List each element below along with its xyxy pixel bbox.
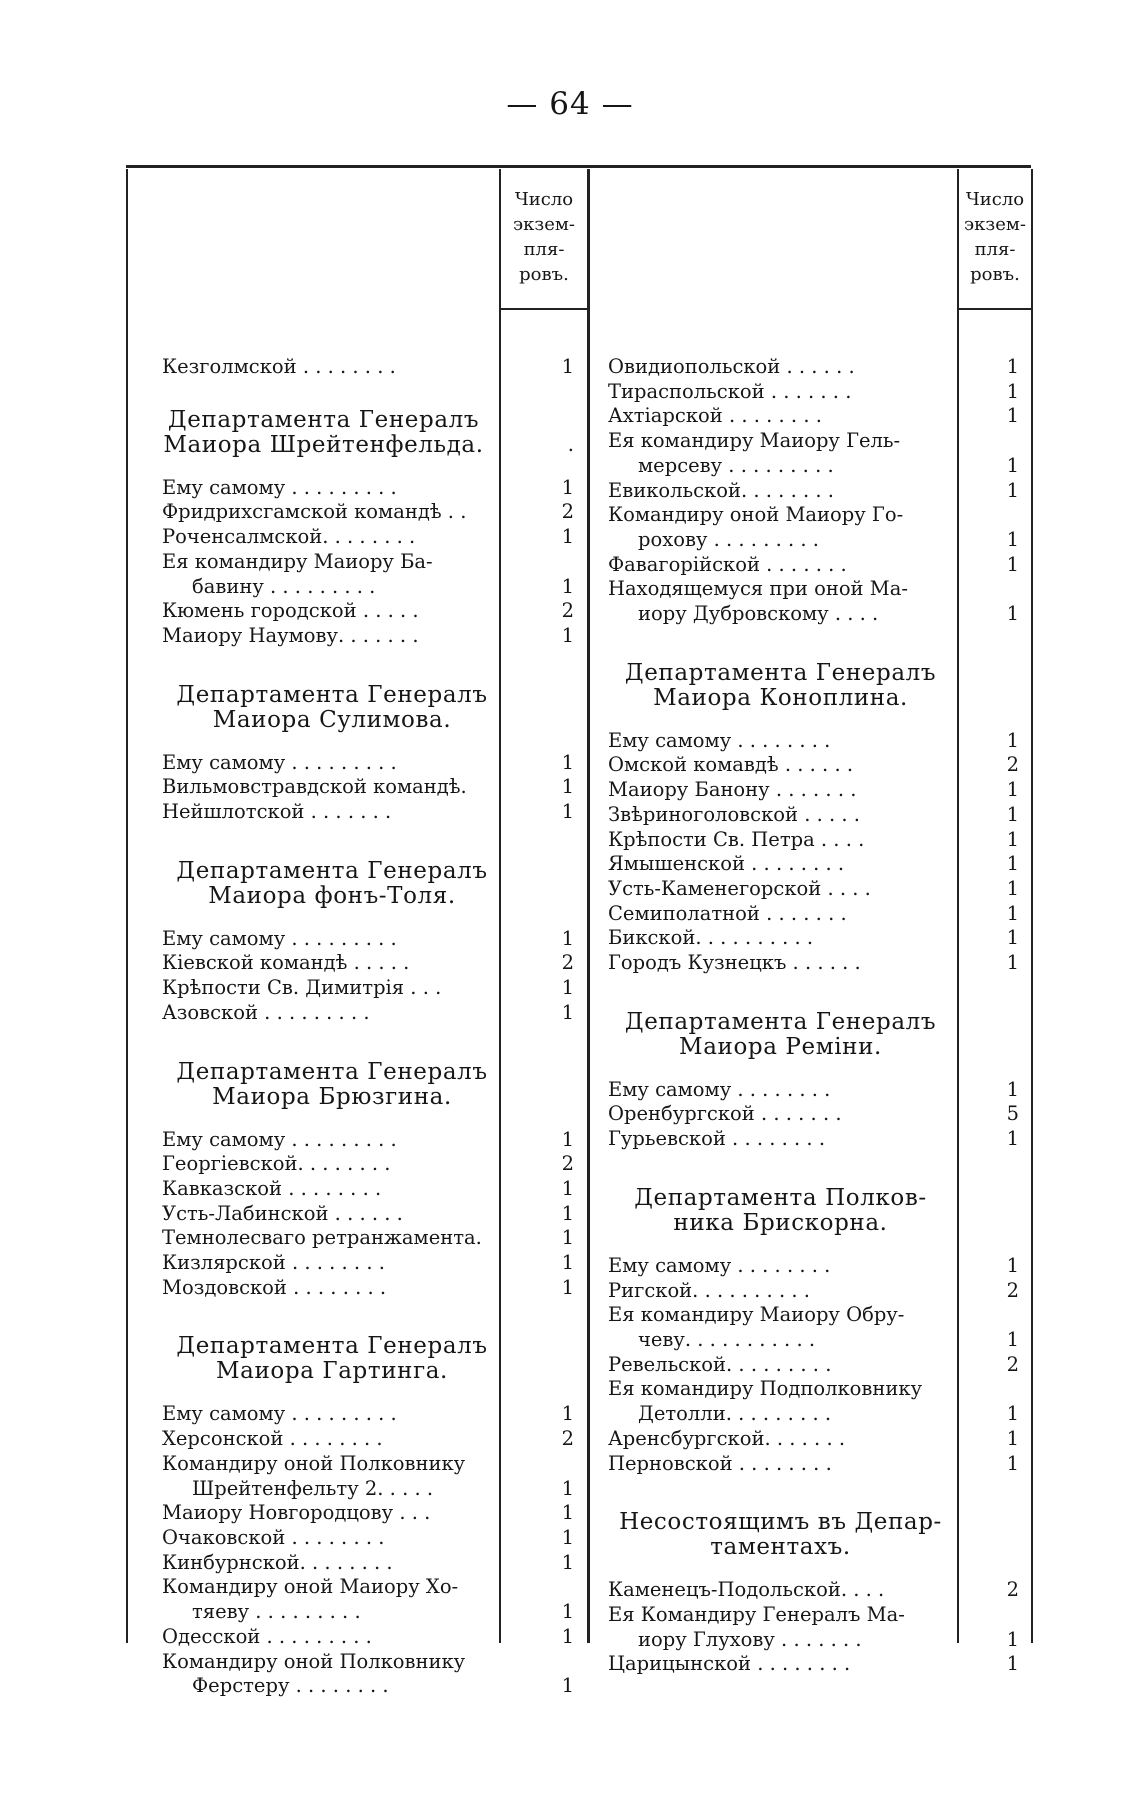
table-row <box>608 1377 1029 1402</box>
table-row <box>608 753 1029 778</box>
dept-title-line: таментахъ. <box>710 1534 851 1561</box>
row-label: Овидиопольской . . . . . . <box>608 355 855 378</box>
row-count: 1 <box>1006 379 1019 403</box>
row-label: бавину . . . . . . . . . <box>192 574 376 598</box>
row-label: Кіевской командѣ . . . . . <box>162 951 410 975</box>
table-row <box>608 454 1029 479</box>
row-label: Маиору Банону . . . . . . . <box>608 778 857 802</box>
table-row <box>162 500 580 525</box>
table-row <box>162 1650 580 1675</box>
dept-title-line: Маиора Брюзгина. <box>212 1083 452 1110</box>
row-count: 2 <box>1006 1352 1019 1376</box>
row-count: 1 <box>1006 1077 1019 1101</box>
header-line: ровъ. <box>970 264 1020 285</box>
table-row <box>608 828 1029 853</box>
row-count: 2 <box>561 500 574 524</box>
row-count: 1 <box>561 1476 574 1500</box>
row-label: Шрейтенфельту 2. . . . . <box>192 1476 434 1500</box>
header-line: экзем- <box>964 214 1026 235</box>
table-row <box>162 624 580 649</box>
row-label: Усть-Каменегорской . . . . <box>608 876 871 900</box>
row-count: 1 <box>1006 527 1019 551</box>
dept-title-line: Несостоящимъ въ Депар- <box>619 1509 942 1536</box>
row-count: 2 <box>561 599 574 623</box>
left-column <box>162 355 580 1699</box>
row-label: Ему самому . . . . . . . . . <box>162 475 397 499</box>
row-count: 1 <box>1006 478 1019 502</box>
header-line: ровъ. <box>519 264 569 285</box>
table-row <box>162 775 580 800</box>
row-label: Оренбургской . . . . . . . <box>608 1102 842 1126</box>
table-row <box>608 355 1029 380</box>
row-label: Перновской . . . . . . . . <box>608 1451 832 1475</box>
row-count: 1 <box>1006 827 1019 851</box>
dept-heading <box>608 1010 953 1060</box>
table-row <box>608 577 1029 602</box>
row-label: Крѣпости Св. Димитрія . . . <box>162 976 442 1000</box>
right-count-header <box>959 187 1031 287</box>
table-row <box>608 803 1029 828</box>
row-count: 1 <box>1006 926 1019 950</box>
row-label: Ямышенской . . . . . . . . <box>608 852 845 876</box>
dept-title-line: Департамента Генералъ <box>624 659 937 686</box>
table-row <box>608 951 1029 976</box>
row-count: 2 <box>561 1152 574 1176</box>
table-row <box>162 1202 580 1227</box>
row-label: Городъ Кузнецкъ . . . . . . <box>608 951 861 975</box>
row-label: Кинбурнской. . . . . . . . <box>162 1550 393 1574</box>
table-row <box>608 1127 1029 1152</box>
row-count: 1 <box>561 800 574 824</box>
row-label: Ему самому . . . . . . . . <box>608 1253 831 1277</box>
row-count: 1 <box>1006 1627 1019 1651</box>
row-label: Ему самому . . . . . . . . . <box>162 1402 397 1426</box>
header-line: пля- <box>974 239 1016 260</box>
left-header-rule <box>499 308 589 310</box>
dept-title-line: Маиора Гартинга. <box>216 1358 448 1385</box>
row-label: Нейшлотской . . . . . . . <box>162 800 392 824</box>
left-count-header <box>501 187 587 287</box>
row-label: Ахтіарской . . . . . . . . <box>608 404 822 428</box>
row-count: 1 <box>561 1600 574 1624</box>
row-count: . <box>567 433 574 456</box>
table-row <box>608 479 1029 504</box>
table-row <box>162 751 580 776</box>
row-label: Фавагорійской . . . . . . . <box>608 552 847 576</box>
dept-title-line: Маиора Шрейтенфельда. <box>163 431 484 458</box>
row-count: 1 <box>561 1226 574 1250</box>
row-count: 1 <box>561 1127 574 1151</box>
header-line: экзем- <box>513 214 575 235</box>
table-row <box>162 1477 580 1502</box>
row-label: иору Дубровскому . . . . <box>638 602 879 626</box>
row-count: 1 <box>1006 1253 1019 1277</box>
table-row <box>162 1452 580 1477</box>
table-row <box>162 927 580 952</box>
row-count: 1 <box>561 355 574 378</box>
row-count: 1 <box>1006 1327 1019 1351</box>
row-count: 1 <box>1006 1127 1019 1151</box>
row-count: 1 <box>561 1275 574 1299</box>
row-label: Маиору Наумову. . . . . . . <box>162 623 419 647</box>
table-row <box>608 902 1029 927</box>
table-row <box>608 852 1029 877</box>
table-row <box>608 1279 1029 1304</box>
table-row <box>608 1254 1029 1279</box>
row-label: иору Глухову . . . . . . . <box>638 1627 862 1651</box>
dept-title-line: Департамента Генералъ <box>176 1333 488 1360</box>
header-line: Число <box>965 189 1025 210</box>
row-label: Командиру оной Полковнику <box>162 1451 466 1475</box>
row-label: Маиору Новгородцову . . . <box>162 1501 431 1525</box>
table-row <box>162 1551 580 1576</box>
row-label: Азовской . . . . . . . . . <box>162 1000 370 1024</box>
row-label: Находящемуся при оной Ма- <box>608 577 908 601</box>
row-count: 1 <box>561 1402 574 1426</box>
row-count: 1 <box>561 1501 574 1525</box>
row-count: 1 <box>1006 602 1019 626</box>
right-column <box>608 355 1029 1677</box>
row-label: Кюмень городской . . . . . <box>162 599 419 623</box>
row-count: 1 <box>1006 552 1019 576</box>
dept-rows <box>162 1128 580 1301</box>
header-line: пля- <box>523 239 565 260</box>
row-count: 1 <box>1006 852 1019 876</box>
dept-heading <box>608 661 953 711</box>
row-count: 1 <box>1006 404 1019 428</box>
row-count: 1 <box>561 525 574 549</box>
row-label: Командиру оной Маиору Хо- <box>162 1575 459 1599</box>
table-row <box>608 528 1029 553</box>
dept-title-line: Департамента Генералъ <box>624 1008 937 1035</box>
row-count: 2 <box>1006 1578 1019 1602</box>
row-count: 1 <box>1006 1451 1019 1475</box>
row-label: Ригской. . . . . . . . . . <box>608 1278 810 1302</box>
table-row <box>162 1427 580 1452</box>
row-label: Ему самому . . . . . . . . <box>608 1077 831 1101</box>
table-row <box>608 1102 1029 1127</box>
table-top-rule <box>126 165 1031 168</box>
row-count: 1 <box>561 750 574 774</box>
row-count: 1 <box>561 1525 574 1549</box>
table-row <box>608 1303 1029 1328</box>
row-label: Семиполатной . . . . . . . <box>608 901 847 925</box>
table-row <box>162 525 580 550</box>
row-label: Омской комавдѣ . . . . . . <box>608 753 854 777</box>
row-count: 1 <box>1006 876 1019 900</box>
table-row <box>162 1526 580 1551</box>
row-label: Ему самому . . . . . . . . <box>608 728 831 752</box>
row-label: Кезголмской . . . . . . . . <box>162 355 396 378</box>
row-count: 1 <box>561 623 574 647</box>
row-count: 1 <box>1006 453 1019 477</box>
row-count: 1 <box>561 976 574 1000</box>
table-row <box>608 1578 1029 1603</box>
row-label: Тираспольской . . . . . . . <box>608 379 852 403</box>
table-row <box>162 800 580 825</box>
table-row <box>608 404 1029 429</box>
row-count: 1 <box>1006 728 1019 752</box>
row-label: Ему самому . . . . . . . . . <box>162 926 397 950</box>
dept-rows <box>162 751 580 825</box>
row-label: Звѣриноголовской . . . . . <box>608 802 860 826</box>
row-label: мерсеву . . . . . . . . . <box>638 453 834 477</box>
row-count: 1 <box>561 1674 574 1698</box>
row-count: 1 <box>1006 355 1019 378</box>
dept-title-line: ника Брискорна. <box>673 1209 888 1236</box>
row-label: Крѣпости Св. Петра . . . . <box>608 827 865 851</box>
row-label: Фридрихсгамской командѣ . . <box>162 500 467 524</box>
row-label: Гурьевской . . . . . . . . <box>608 1127 826 1151</box>
row-label: Ферстеру . . . . . . . . <box>192 1674 389 1698</box>
dept-rows <box>608 1578 1029 1677</box>
dept-rows <box>608 1078 1029 1152</box>
left-outer-rule <box>126 169 128 1643</box>
row-label: рохову . . . . . . . . . <box>638 527 819 551</box>
row-count: 1 <box>561 1624 574 1648</box>
row-label: Бикской. . . . . . . . . . <box>608 926 814 950</box>
row-count: 1 <box>1006 778 1019 802</box>
dept-title-line: Департамента Генералъ <box>176 1058 488 1085</box>
row-label: Ему самому . . . . . . . . . <box>162 1127 397 1151</box>
row-count: 5 <box>1006 1102 1019 1126</box>
table-row <box>162 1177 580 1202</box>
row-label: Ея Командиру Генералъ Ма- <box>608 1602 905 1626</box>
row-label: тяеву . . . . . . . . . <box>192 1600 361 1624</box>
row-count: 1 <box>561 775 574 799</box>
table-row <box>162 575 580 600</box>
dept-rows <box>608 729 1029 976</box>
dept-title-line: Департамента Генералъ <box>176 857 488 884</box>
row-count: 1 <box>1006 802 1019 826</box>
table-row <box>608 1427 1029 1452</box>
dept-heading <box>162 1060 502 1110</box>
row-count: 2 <box>1006 753 1019 777</box>
row-count: 1 <box>1006 1652 1019 1676</box>
row-label: Кавказской . . . . . . . . <box>162 1176 382 1200</box>
row-label: Царицынской . . . . . . . . <box>608 1652 851 1676</box>
row-label: Детолли. . . . . . . . . <box>638 1402 832 1426</box>
center-rule <box>587 169 590 1643</box>
table-row <box>162 1575 580 1600</box>
table-row <box>608 553 1029 578</box>
table-row <box>162 1152 580 1177</box>
row-count: 1 <box>561 1176 574 1200</box>
table-row <box>162 476 580 501</box>
dept-rows <box>608 355 1029 627</box>
table-row <box>162 1226 580 1251</box>
row-label: Георгіевской. . . . . . . . <box>162 1152 391 1176</box>
dept-rows <box>162 476 580 649</box>
row-label: Херсонской . . . . . . . . <box>162 1427 383 1451</box>
dept-title-line: Департамента Генералъ <box>176 681 488 708</box>
row-label: Роченсалмской. . . . . . . . <box>162 525 416 549</box>
page-number: — 64 — <box>506 86 634 122</box>
table-row <box>162 1128 580 1153</box>
row-label: Вильмовстравдской командѣ. <box>162 775 467 799</box>
dept-rows <box>162 927 580 1026</box>
table-row <box>162 1251 580 1276</box>
row-label: Ему самому . . . . . . . . . <box>162 750 397 774</box>
table-row <box>608 380 1029 405</box>
table-row <box>162 599 580 624</box>
table-row <box>162 1501 580 1526</box>
table-row <box>162 550 580 575</box>
table-row <box>608 1652 1029 1677</box>
row-count: 1 <box>1006 901 1019 925</box>
row-label: Одесской . . . . . . . . . <box>162 1624 372 1648</box>
row-label: Усть-Лабинской . . . . . . <box>162 1201 403 1225</box>
row-count: 1 <box>561 1201 574 1225</box>
row-label: Ревельской. . . . . . . . . <box>608 1352 832 1376</box>
table-row <box>608 778 1029 803</box>
table-row <box>608 602 1029 627</box>
table-row <box>608 877 1029 902</box>
row-label: Моздовской . . . . . . . . <box>162 1275 387 1299</box>
table-row <box>608 1353 1029 1378</box>
row-count: 2 <box>561 1427 574 1451</box>
dept-heading <box>162 859 502 909</box>
row-count: 2 <box>1006 1278 1019 1302</box>
table-row <box>162 355 580 380</box>
row-count: 1 <box>1006 1402 1019 1426</box>
dept-heading <box>608 1510 953 1560</box>
dept-rows <box>608 1254 1029 1476</box>
dept-title-line: Департамента Полков- <box>634 1184 927 1211</box>
table-row <box>162 1625 580 1650</box>
table-row <box>608 503 1029 528</box>
row-label: Ея командиру Подполковнику <box>608 1377 923 1401</box>
table-row <box>608 1603 1029 1628</box>
header-line: Число <box>514 189 574 210</box>
table-row <box>162 1402 580 1427</box>
right-header-rule <box>957 308 1033 310</box>
table-row <box>608 1452 1029 1477</box>
row-label: Командиру оной Полковнику <box>162 1649 466 1673</box>
row-label: Каменецъ-Подольской. . . . <box>608 1578 885 1602</box>
row-label: Очаковской . . . . . . . . <box>162 1525 385 1549</box>
table-row <box>162 1600 580 1625</box>
table-row <box>162 976 580 1001</box>
table-row <box>608 1402 1029 1427</box>
row-count: 1 <box>1006 1426 1019 1450</box>
row-count: 1 <box>561 475 574 499</box>
dept-title-line: Маиора Реміни. <box>679 1033 882 1060</box>
table-row <box>608 1078 1029 1103</box>
row-label: Евикольской. . . . . . . . <box>608 478 834 502</box>
table-row <box>608 1628 1029 1653</box>
dept-heading <box>608 1186 953 1236</box>
table-row <box>162 1001 580 1026</box>
dept-title-line: Маиора Коноплина. <box>653 684 908 711</box>
table-row <box>162 951 580 976</box>
table-row <box>162 1276 580 1301</box>
table-row <box>162 1674 580 1699</box>
row-count: 1 <box>561 1251 574 1275</box>
distribution-table <box>126 165 1031 1698</box>
dept-heading <box>162 408 580 458</box>
dept-heading <box>162 1334 502 1384</box>
row-count: 1 <box>1006 951 1019 975</box>
right-outer-rule <box>1031 169 1033 1643</box>
row-count: 1 <box>561 574 574 598</box>
table-row <box>608 429 1029 454</box>
dept-title-line: Департамента Генералъ <box>167 407 480 433</box>
row-label: Кизлярской . . . . . . . . <box>162 1251 385 1275</box>
table-row <box>608 926 1029 951</box>
row-label: Командиру оной Маиору Го- <box>608 503 904 527</box>
row-count: 1 <box>561 926 574 950</box>
row-label: Аренсбургской. . . . . . . <box>608 1426 846 1450</box>
row-label: чеву. . . . . . . . . . . <box>638 1327 816 1351</box>
table-row <box>608 1328 1029 1353</box>
row-count: 1 <box>561 1000 574 1024</box>
row-count: 2 <box>561 951 574 975</box>
dept-title-line: Маиора Сулимова. <box>212 706 452 733</box>
row-label: Ея командиру Маиору Ба- <box>162 549 433 573</box>
row-label: Ея командиру Маиору Гель- <box>608 429 901 453</box>
dept-heading <box>162 683 502 733</box>
dept-rows <box>162 1402 580 1698</box>
dept-title-line: Маиора фонъ-Толя. <box>208 882 456 909</box>
table-row <box>608 729 1029 754</box>
row-label: Темнолесваго ретранжамента. <box>162 1226 482 1250</box>
row-label: Ея командиру Маиору Обру- <box>608 1303 905 1327</box>
row-count: 1 <box>561 1550 574 1574</box>
